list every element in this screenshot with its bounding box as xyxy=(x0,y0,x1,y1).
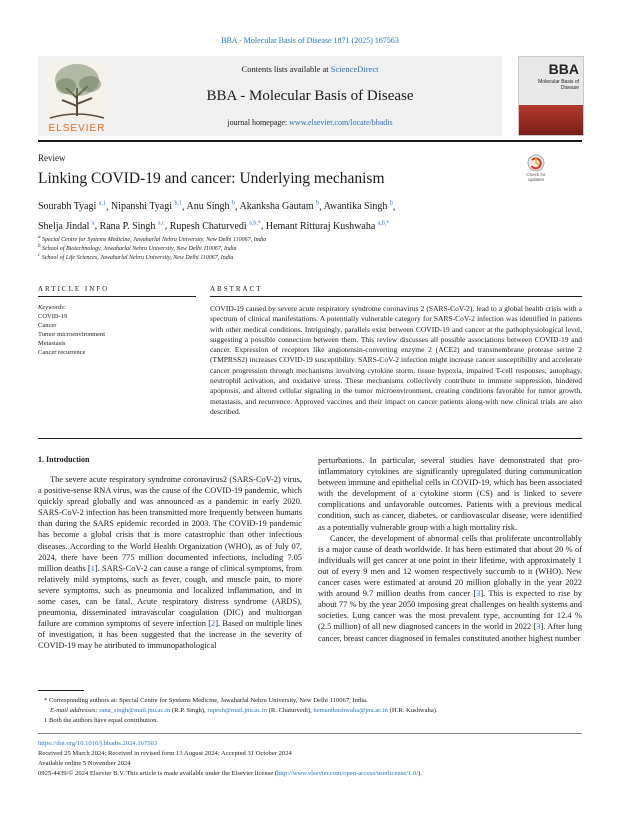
cover-band xyxy=(519,105,583,135)
footnote-emails: E-mail addresses: rana_singh@mail.jnu.ac.in (R.P. Singh), rupesh@mail.jnu.ac.in (R. Chaturvedi), hemantkushwaha@jnu.ac.in (H.R. Kushwaha). xyxy=(50,707,438,714)
citation-link[interactable]: 1 xyxy=(90,563,95,573)
author[interactable]: Rupesh Chaturvedi $^{a,b,*}$ xyxy=(169,220,261,232)
author-line-2: Shelja Jindal $^a$, Rana P. Singh $^{a,c}$, Rupesh Chaturvedi $^{a,b,*}$, Hemant Ritturaj Kushwaha $^{a,b,*}$ xyxy=(38,220,390,232)
author[interactable]: Shelja Jindal $^a$ xyxy=(38,220,95,232)
author[interactable]: Hemant Ritturaj Kushwaha $^{a,b,*}$ xyxy=(265,220,390,232)
abstract-rule xyxy=(210,296,582,297)
license-link[interactable]: http://www.elsevier.com/open-access/userlicense/1.0/ xyxy=(276,770,419,777)
affiliation: $^c$ School of Life Sciences, Jawaharlal Nehru University, New Delhi 110067, India xyxy=(38,253,234,261)
journal-title: BBA - Molecular Basis of Disease xyxy=(206,88,414,104)
doi-link[interactable]: https://doi.org/10.1016/j.bbadis.2024.167563 xyxy=(38,740,158,747)
keyword: Cancer recurrence xyxy=(38,349,86,356)
article-title: Linking COVID-19 and cancer: Underlying mechanism xyxy=(38,170,385,187)
citation-link[interactable]: 2 xyxy=(211,619,216,629)
citation-link[interactable]: 3 xyxy=(476,589,481,599)
author[interactable]: Nipanshi Tyagi $^{b,1}$ xyxy=(110,201,183,213)
article-info-heading: ARTICLE INFO xyxy=(38,285,110,293)
email-link[interactable]: hemantkushwaha@jnu.ac.in xyxy=(313,707,388,714)
keyword: Cancer xyxy=(38,322,57,329)
author-line-1: Sourabh Tyagi $^{a,1}$, Nipanshi Tyagi $^{b,1}$, Anu Singh $^b$, Akanksha Gautam $^b$, Awantika Singh $^b$, xyxy=(38,201,396,213)
affiliation: $^b$ School of Biotechnology, Jawaharlal Nehru University, New Delhi 110067, India xyxy=(38,244,237,252)
author[interactable]: Rana P. Singh $^{a,c}$ xyxy=(99,220,165,232)
keywords-list xyxy=(38,312,105,357)
email-link[interactable]: rupesh@mail.jnu.ac.in xyxy=(207,707,268,714)
cover-brand: BBA xyxy=(548,61,579,77)
abstract-bottom-rule xyxy=(38,438,582,439)
author-list xyxy=(38,196,558,235)
article-info-rule xyxy=(38,296,196,297)
paragraph: perturbations. In particular, several studies have demonstrated that pro-inflammatory cytokines are significantly upregulated during communication between immune and epithelial cells in COVID-19, which has been associated with the development of a cytokine storm (CS) and is linked to severe complications and unfavorable outcomes. Patients with a previous medical condition, such as cancer, diabetes, or cardiovascular disease, were identified as a potentially vulnerable group with a high mortality risk. xyxy=(318,456,582,532)
affiliation: $^a$ Special Centre for Systems Medicine, Jawaharlal Nehru University, New Delhi 110067, India xyxy=(38,235,267,243)
email-link[interactable]: rana_singh@mail.jnu.ac.in xyxy=(99,707,171,714)
masthead-rule xyxy=(38,140,582,142)
abstract-heading: ABSTRACT xyxy=(210,285,263,293)
contents-line xyxy=(120,64,500,74)
author[interactable]: Anu Singh $^b$ xyxy=(186,201,236,213)
homepage-prefix: journal homepage: xyxy=(227,118,288,127)
journal-cover-image xyxy=(518,56,584,136)
cover-subtitle: Molecular Basis of Disease xyxy=(538,79,579,91)
homepage-link[interactable]: www.elsevier.com/locate/bbadis xyxy=(289,118,393,127)
footnote-equal-contribution: 1 Both the authors have equal contribution. xyxy=(44,717,159,724)
body-column-right xyxy=(318,455,582,644)
contents-prefix: Contents lists available at xyxy=(241,64,329,74)
check-for-updates-label: Check for updates xyxy=(526,172,546,182)
paragraph: The severe acute respiratory syndrome coronavirus2 (SARS-CoV-2) virus, a positive-sense RNA virus, was the cause of the COVID-19 pandemic, which quickly spread globally and was announced as a pandemic in early 2020. SARS-CoV-2 infection has been transmitted more frequently between humans than during the SARS epidemic recorded in 2003. The COVID-19 pandemic has become a global crisis that is more catastrophic than other infectious diseases. According to the World Health Organization (WHO), as of July 07, 2024, there have been 775 million documented infections, including 7.05 million deaths [1]. SARS-CoV-2 can cause a range of clinical symptoms, from relatively mild symptoms, such as fever, cough, and muscle pain, to more severe symptoms, such as pneumonia and localized inflammation, and in some cases, can be fatal. Acute respiratory distress syndrome (ARDS), pneumonia, disseminated intravascular coagulation (DIC) and multiorgan failure are common symptoms of severe infection [2]. Based on multiple lines of investigation, it has been suggested that the increase in the severity of COVID-19 may be attributed to immunopathological xyxy=(38,475,302,651)
abstract-text: COVID-19 caused by severe acute respiratory syndrome coronavirus 2 (SARS-CoV-2), lead to a global health crisis with a spectrum of clinical manifestations. A potentially vulnerable category for SARS-CoV-2 infection was identified in patients with other medical conditions. Intriguingly, parallels exist between COVID-19 and cancer at the pathophysiological level, suggesting a possible connection between them. This review discusses all possible associations between COVID-19 and cancer. Expression of receptors like angiotensin-converting enzyme 2 (ACE2) and transmembrane protease serine 2 (TMPRSS2) increases COVID-19 susceptibility. SARS-CoV-2 infection might increase cancer susceptibility and accelerate cancer progression through mechanisms involving cytokine storm, tissue hypoxia, impaired T-cell responses, autophagy, neutrophil activation, and oxidative stress. These mechanisms collectively contribute to immune suppression, hindered apoptosis, and altered cellular signaling in the tumor microenvironment, creating conditions favorable for tumor growth, metastasis, and recurrence. Approved vaccines and their impact on cancer patients along-with new clinical trials are also described. xyxy=(210,304,582,416)
received-dates: Received 25 March 2024; Received in revised form 13 August 2024; Accepted 31 October 2024 xyxy=(38,750,292,757)
journal-homepage xyxy=(120,118,500,127)
paragraph: Cancer, the development of abnormal cells that proliferate uncontrollably is a major cause of death worldwide. It has been estimated that about 20 % of individuals will get cancer at one point in their lifetime, with approximately 1 out of every 9 men and 12 women respectively succumb to it (WHO). New cancer cases were estimated at around 20 million globally in the year 2022 with around 9.7 million deaths from cancer [3]. This is expected to rise by about 77 % by the year 2050 imposing great challenges on health systems and societies. Lung cancer was the most prevalent type, accounting for 12.4 % (2.5 million) of all new diagnosed cancers in the world in 2022 [3]. After lung cancer, breast cancer diagnosed in females constituted another highest number xyxy=(318,533,582,643)
section-heading: 1. Introduction xyxy=(38,455,90,464)
citation-link[interactable]: 3 xyxy=(536,622,541,632)
article-type: Review xyxy=(38,153,66,163)
author[interactable]: Akanksha Gautam $^b$ xyxy=(239,201,320,213)
body-column-left xyxy=(38,474,302,652)
keyword: COVID-19 xyxy=(38,313,68,320)
license-line: 0925-4439/© 2024 Elsevier B.V. This article is made available under the Elsevier license (http://www.elsevier.com/open-access/userlicense/1.0/). xyxy=(38,770,422,777)
author[interactable]: Awantika Singh $^b$ xyxy=(323,201,393,213)
footnote-rule xyxy=(38,690,84,691)
meta-rule xyxy=(38,733,582,734)
publisher-name: ELSEVIER xyxy=(48,123,106,134)
available-online: Available online 5 November 2024 xyxy=(38,760,131,767)
footnote-corresponding: * Corresponding authors at: Special Centre for Systems Medicine, Jawaharlal Nehru University, New Delhi 110067, India. xyxy=(44,697,368,704)
keywords-label: Keywords: xyxy=(38,304,66,311)
keyword: Metastasis xyxy=(38,340,66,347)
keyword: Tumor microenvironment xyxy=(38,331,106,338)
sciencedirect-link[interactable]: ScienceDirect xyxy=(330,64,379,74)
author[interactable]: Sourabh Tyagi $^{a,1}$ xyxy=(38,201,106,213)
running-header[interactable]: BBA - Molecular Basis of Disease 1871 (2025) 167563 xyxy=(221,36,399,45)
